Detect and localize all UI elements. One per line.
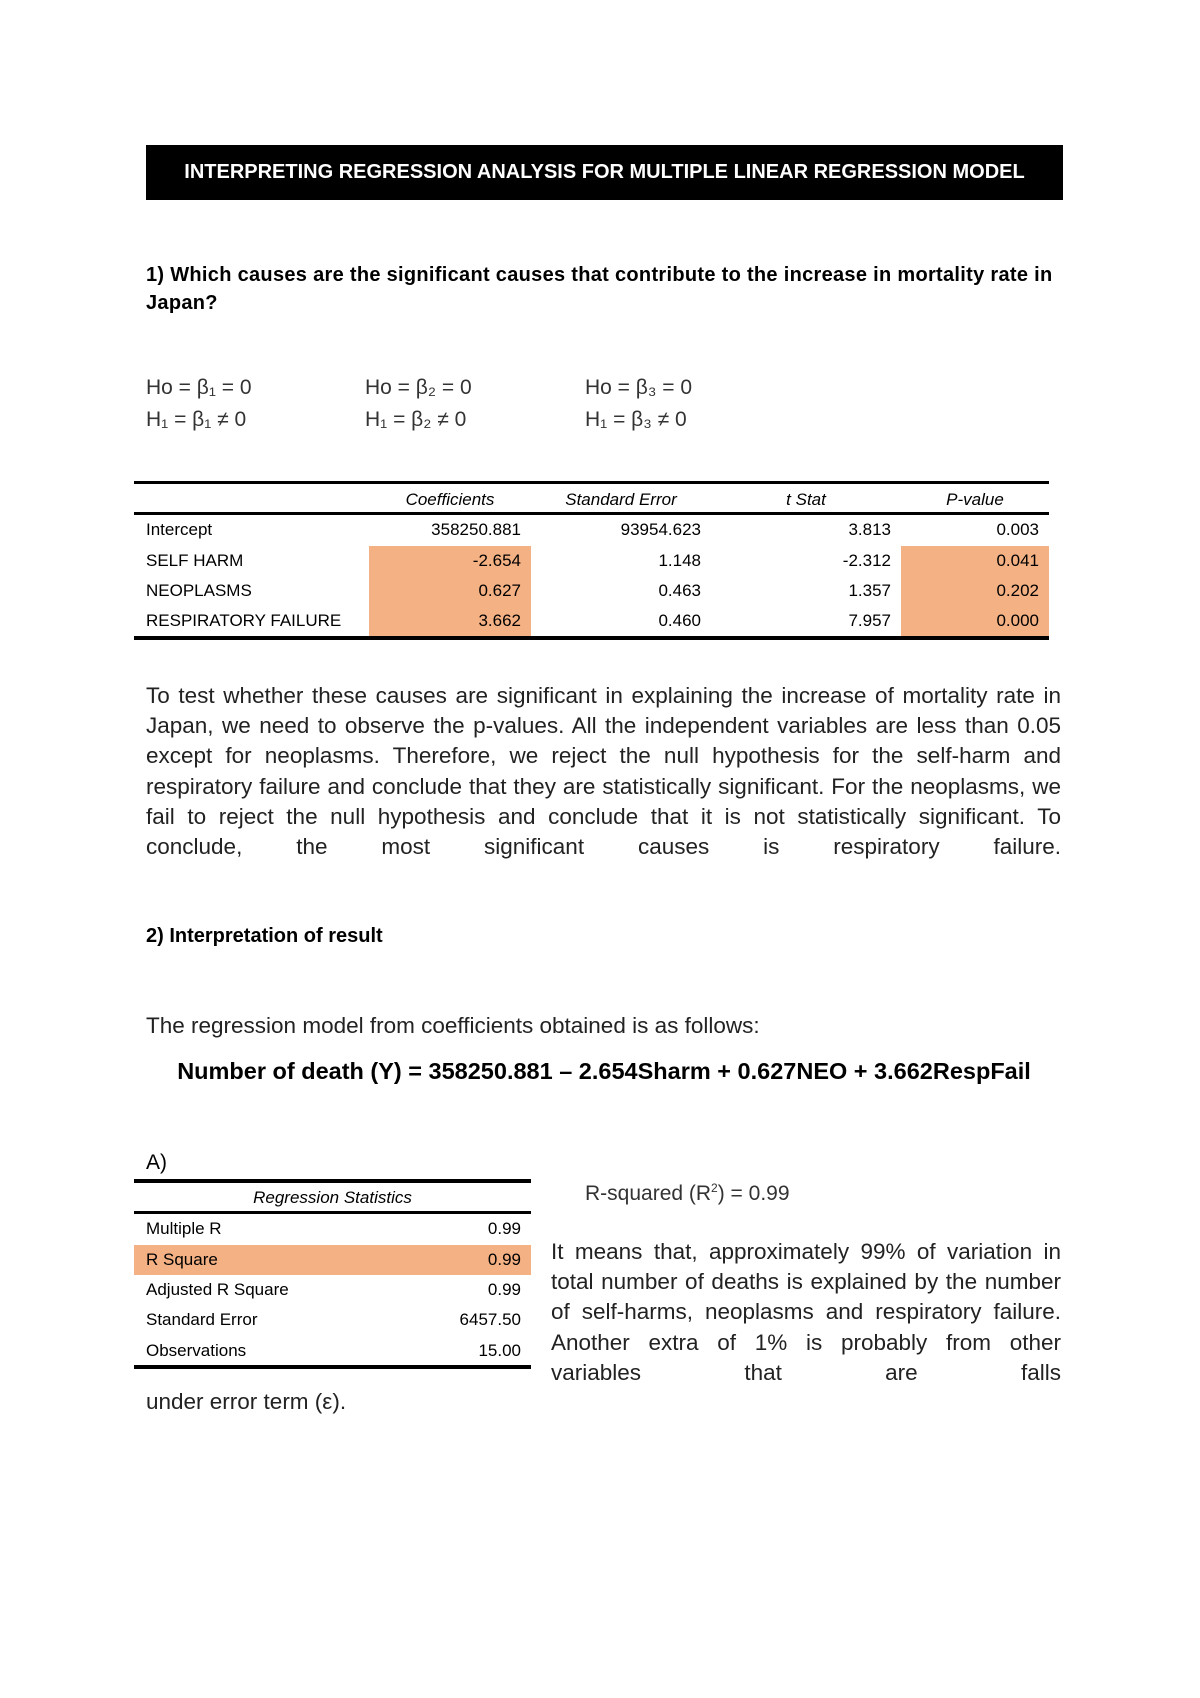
stat-label: Observations [146,1341,247,1360]
document-title [146,145,1063,200]
r-squared-superscript: 2 [711,1181,718,1195]
std-error-value: 1.148 [658,551,701,570]
alt-hypothesis-1: H₁ = β₁ ≠ 0 [146,408,247,431]
std-error-value: 0.460 [658,611,701,630]
p-value: 0.041 [901,546,1049,576]
t-stat-value: 1.357 [848,581,891,600]
stat-label: R Square [146,1250,218,1269]
document-title-text: INTERPRETING REGRESSION ANALYSIS FOR MULTIPLE LINEAR REGRESSION MODEL [184,161,1025,183]
question-2: 2) Interpretation of result [146,925,383,947]
p-value: 0.000 [901,606,1049,636]
stat-value: 6457.50 [459,1310,521,1329]
header-standard-error: Standard Error [565,490,677,509]
null-hypothesis-3: Ho = β₃ = 0 [585,376,693,399]
regression-equation: Number of death (Y) = 358250.881 – 2.654Sharm + 0.627NEO + 3.662RespFail [177,1058,1031,1084]
stat-label: Standard Error [146,1310,258,1329]
null-hypothesis-1: Ho = β₁ = 0 [146,376,252,399]
stat-label: Adjusted R Square [146,1280,289,1299]
question-1: 1) Which causes are the significant causes that contribute to the increase in mortality rate in Japan? [146,264,1053,314]
coefficient-value: 3.662 [369,606,531,636]
coefficient-value: 358250.881 [431,520,521,539]
r-squared-statement [585,1181,790,1206]
std-error-value: 93954.623 [620,520,701,539]
r-squared-label: R-squared (R [585,1182,712,1205]
t-stat-value: 7.957 [848,611,891,630]
row-label: RESPIRATORY FAILURE [146,611,342,630]
header-t-stat: t Stat [786,490,826,509]
header-p-value: P-value [946,490,1004,509]
table-top-rule [134,481,1049,484]
stat-value: 0.99 [487,1219,521,1238]
r-squared-paragraph: It means that, approximately 99% of variation in total number of deaths is explained by the number of self-harms, neoplasms and respiratory failure. Another extra of 1% is probably from other variables that are falls [551,1239,1061,1385]
p-value: 0.202 [901,576,1049,606]
stats-bottom-rule [134,1365,531,1369]
alt-hypothesis-2: H₁ = β₂ ≠ 0 [365,408,467,431]
r-squared-paragraph-tail: under error term (ε). [146,1389,347,1414]
t-stat-value: -2.312 [842,551,891,570]
p-value: 0.003 [996,520,1039,539]
stat-label: Multiple R [146,1219,222,1238]
header-coefficients: Coefficients [405,490,495,509]
stats-header: Regression Statistics [253,1188,412,1207]
table-bottom-rule [134,636,1049,640]
stat-value: 15.00 [478,1341,521,1360]
stat-value: 0.99 [487,1250,521,1269]
t-stat-value: 3.813 [848,520,891,539]
coefficient-value: -2.654 [369,546,531,576]
null-hypothesis-2: Ho = β₂ = 0 [365,376,472,399]
r-squared-value: ) = 0.99 [717,1182,790,1205]
stat-value: 0.99 [487,1280,521,1299]
coefficient-value: 0.627 [369,576,531,606]
section-a-label: A) [146,1151,167,1174]
row-label: NEOPLASMS [146,581,252,600]
row-label: Intercept [146,520,213,539]
std-error-value: 0.463 [658,581,701,600]
alt-hypothesis-3: H₁ = β₃ ≠ 0 [585,408,687,431]
model-intro: The regression model from coefficients obtained is as follows: [146,1013,760,1038]
significance-paragraph: To test whether these causes are significant in explaining the increase of mortality rate in Japan, we need to observe the p-values. All the independent variables are less than 0.05 except for neoplasms. Therefore, we reject the null hypothesis for the self-harm and respiratory failure and conclude that they are statistically significant. For the neoplasms, we fail to reject the null hypothesis and conclude that it is not statistically significant. To conclude, the most significant causes is respiratory failure. [146,683,1061,860]
row-label: SELF HARM [146,551,244,570]
